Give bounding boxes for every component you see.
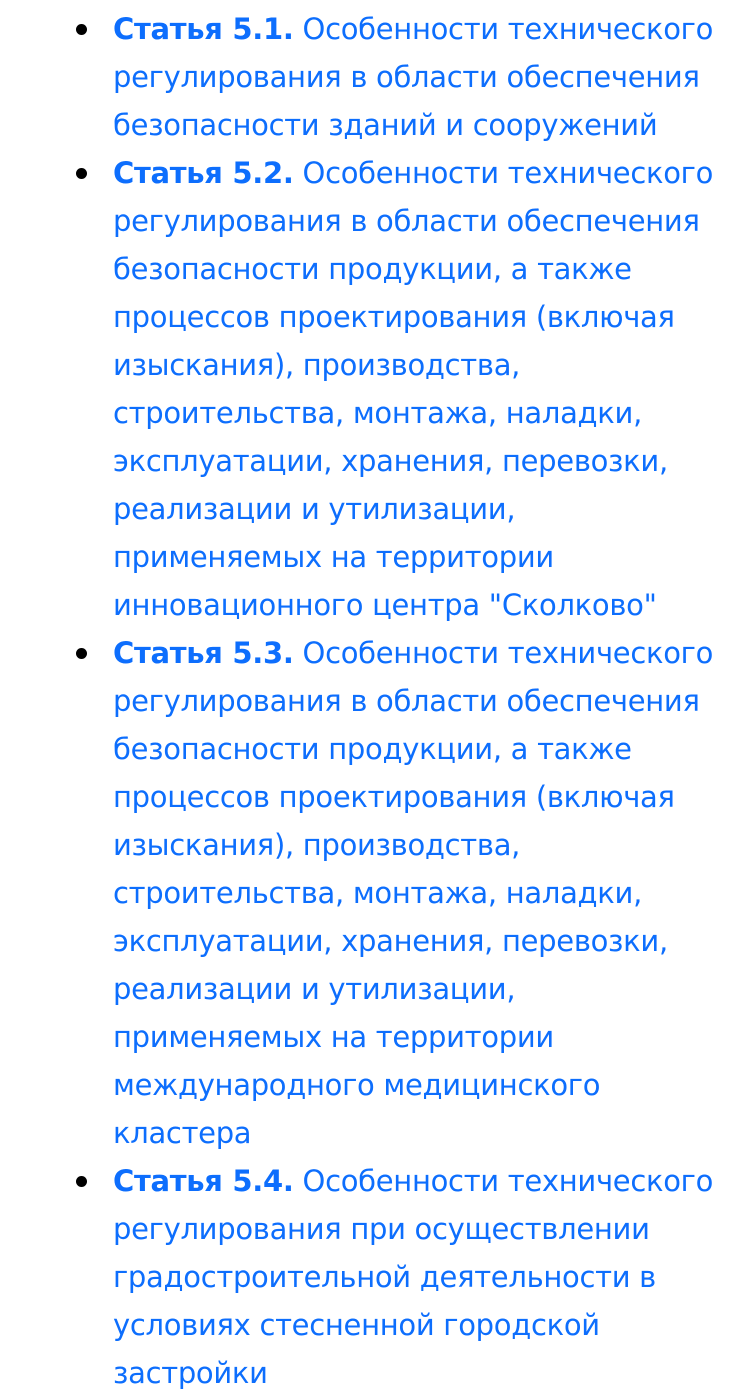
list-item	[0, 149, 750, 629]
article-link-5-3[interactable]	[113, 636, 713, 1150]
bullet-icon	[76, 168, 87, 179]
article-title: Особенности технического регулирования в области обеспечения безопасности продукции, а также процессов проектирования (включая изыскания), производства, строительства, монтажа, наладки, эксплуатации, хранения, перевозки, реализации и утилизации, применяемых на территории международного медицинского кластера	[113, 636, 714, 1150]
article-number: Статья 5.4.	[113, 1164, 294, 1198]
bullet-icon	[76, 24, 87, 35]
bullet-icon	[76, 648, 87, 659]
list-item	[0, 629, 750, 1157]
article-link-5-4[interactable]	[113, 1164, 713, 1390]
article-title: Особенности технического регулирования в области обеспечения безопасности продукции, а также процессов проектирования (включая изыскания), производства, строительства, монтажа, наладки, эксплуатации, хранения, перевозки, реализации и утилизации, применяемых на территории инновационного центра "Сколково"	[113, 156, 714, 622]
article-list	[0, 5, 750, 1397]
article-number: Статья 5.3.	[113, 636, 294, 670]
list-item	[0, 1157, 750, 1397]
list-item	[0, 5, 750, 149]
article-title: Особенности технического регулирования при осуществлении градостроительной деятельности в условиях стесненной городской застройки	[113, 1164, 714, 1390]
article-link-5-1[interactable]	[113, 12, 713, 142]
article-number: Статья 5.1.	[113, 12, 294, 46]
article-number: Статья 5.2.	[113, 156, 294, 190]
article-title: Особенности технического регулирования в области обеспечения безопасности зданий и сооружений	[113, 12, 714, 142]
bullet-icon	[76, 1176, 87, 1187]
article-link-5-2[interactable]	[113, 156, 713, 622]
